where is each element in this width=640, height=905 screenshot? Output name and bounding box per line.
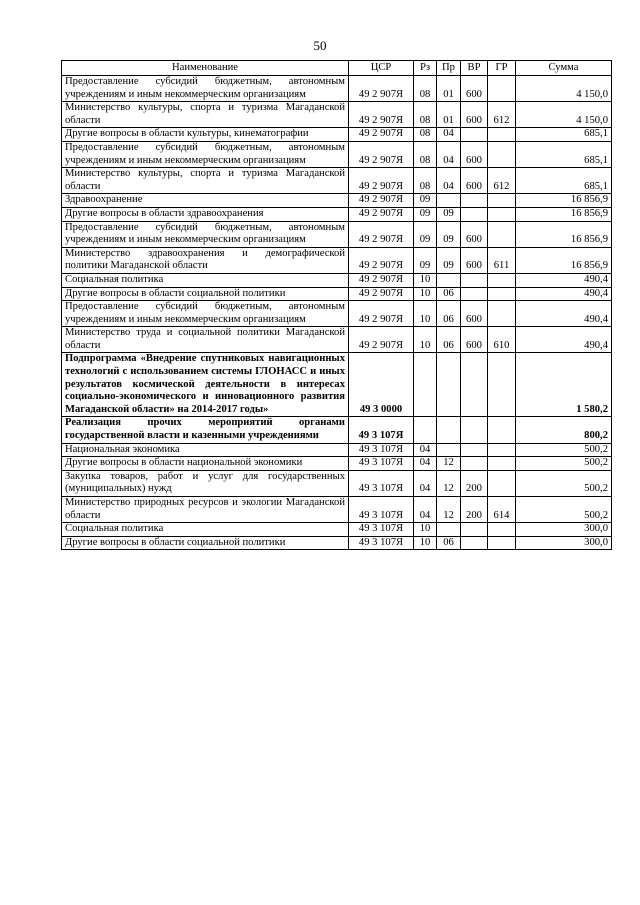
cell-sum: 500,2 bbox=[516, 457, 612, 471]
cell-pr: 12 bbox=[437, 457, 461, 471]
cell-csr: 49 2 907Я bbox=[349, 247, 414, 273]
cell-name: Предоставление субсидий бюджетным, автономным учреждениям и иным некоммерческим организациям bbox=[62, 221, 349, 247]
cell-sum: 4 150,0 bbox=[516, 102, 612, 128]
header-csr: ЦСР bbox=[349, 61, 414, 76]
cell-vr bbox=[461, 536, 488, 550]
cell-gr bbox=[488, 457, 516, 471]
table-row bbox=[62, 523, 612, 537]
cell-gr bbox=[488, 417, 516, 443]
cell-vr: 600 bbox=[461, 76, 488, 102]
cell-vr: 200 bbox=[461, 470, 488, 496]
cell-rz: 04 bbox=[414, 457, 437, 471]
table-row bbox=[62, 457, 612, 471]
cell-gr: 612 bbox=[488, 168, 516, 194]
table-row bbox=[62, 247, 612, 273]
cell-rz: 09 bbox=[414, 247, 437, 273]
cell-sum: 4 150,0 bbox=[516, 76, 612, 102]
cell-rz: 04 bbox=[414, 497, 437, 523]
header-gr: ГР bbox=[488, 61, 516, 76]
cell-pr bbox=[437, 194, 461, 208]
cell-name: Социальная политика bbox=[62, 273, 349, 287]
header-rz: Рз bbox=[414, 61, 437, 76]
cell-csr: 49 2 907Я bbox=[349, 128, 414, 142]
cell-vr bbox=[461, 457, 488, 471]
cell-name: Другие вопросы в области социальной политики bbox=[62, 287, 349, 301]
cell-gr bbox=[488, 443, 516, 457]
table-row bbox=[62, 536, 612, 550]
cell-pr bbox=[437, 417, 461, 443]
cell-gr: 614 bbox=[488, 497, 516, 523]
cell-vr bbox=[461, 207, 488, 221]
table-row bbox=[62, 353, 612, 417]
cell-csr: 49 2 907Я bbox=[349, 76, 414, 102]
cell-pr: 04 bbox=[437, 168, 461, 194]
cell-name: Другие вопросы в области здравоохранения bbox=[62, 207, 349, 221]
cell-name: Министерство культуры, спорта и туризма Магаданской области bbox=[62, 102, 349, 128]
cell-pr: 06 bbox=[437, 287, 461, 301]
cell-vr: 600 bbox=[461, 102, 488, 128]
cell-name: Другие вопросы в области культуры, кинематографии bbox=[62, 128, 349, 142]
cell-name: Здравоохранение bbox=[62, 194, 349, 208]
cell-csr: 49 2 907Я bbox=[349, 168, 414, 194]
cell-sum: 685,1 bbox=[516, 168, 612, 194]
cell-vr bbox=[461, 353, 488, 417]
table-row bbox=[62, 327, 612, 353]
cell-csr: 49 3 0000 bbox=[349, 353, 414, 417]
cell-vr bbox=[461, 523, 488, 537]
cell-vr: 600 bbox=[461, 247, 488, 273]
cell-sum: 16 856,9 bbox=[516, 207, 612, 221]
cell-gr: 610 bbox=[488, 327, 516, 353]
cell-gr bbox=[488, 221, 516, 247]
cell-pr: 06 bbox=[437, 327, 461, 353]
cell-rz bbox=[414, 417, 437, 443]
cell-csr: 49 2 907Я bbox=[349, 301, 414, 327]
cell-sum: 685,1 bbox=[516, 141, 612, 167]
cell-rz: 10 bbox=[414, 287, 437, 301]
cell-vr bbox=[461, 128, 488, 142]
cell-rz: 10 bbox=[414, 327, 437, 353]
cell-gr bbox=[488, 470, 516, 496]
cell-pr bbox=[437, 443, 461, 457]
cell-sum: 16 856,9 bbox=[516, 221, 612, 247]
cell-gr bbox=[488, 353, 516, 417]
cell-csr: 49 3 107Я bbox=[349, 536, 414, 550]
cell-sum: 16 856,9 bbox=[516, 194, 612, 208]
cell-sum: 490,4 bbox=[516, 287, 612, 301]
cell-sum: 500,2 bbox=[516, 497, 612, 523]
cell-pr: 01 bbox=[437, 102, 461, 128]
cell-sum: 16 856,9 bbox=[516, 247, 612, 273]
cell-gr: 611 bbox=[488, 247, 516, 273]
cell-sum: 500,2 bbox=[516, 470, 612, 496]
cell-csr: 49 3 107Я bbox=[349, 457, 414, 471]
cell-gr bbox=[488, 141, 516, 167]
cell-rz: 04 bbox=[414, 443, 437, 457]
cell-vr bbox=[461, 273, 488, 287]
cell-sum: 490,4 bbox=[516, 273, 612, 287]
cell-vr: 600 bbox=[461, 301, 488, 327]
cell-sum: 685,1 bbox=[516, 128, 612, 142]
cell-gr bbox=[488, 273, 516, 287]
cell-name: Национальная экономика bbox=[62, 443, 349, 457]
cell-rz: 09 bbox=[414, 221, 437, 247]
cell-csr: 49 3 107Я bbox=[349, 417, 414, 443]
cell-csr: 49 2 907Я bbox=[349, 102, 414, 128]
cell-pr: 09 bbox=[437, 207, 461, 221]
cell-csr: 49 3 107Я bbox=[349, 497, 414, 523]
cell-rz: 10 bbox=[414, 301, 437, 327]
cell-name: Закупка товаров, работ и услуг для государственных (муниципальных) нужд bbox=[62, 470, 349, 496]
cell-rz: 09 bbox=[414, 194, 437, 208]
table-row bbox=[62, 168, 612, 194]
cell-csr: 49 3 107Я bbox=[349, 523, 414, 537]
header-pr: Пр bbox=[437, 61, 461, 76]
cell-name: Предоставление субсидий бюджетным, автономным учреждениям и иным некоммерческим организациям bbox=[62, 301, 349, 327]
cell-pr: 12 bbox=[437, 470, 461, 496]
table-row bbox=[62, 470, 612, 496]
budget-table bbox=[61, 60, 612, 550]
cell-gr bbox=[488, 536, 516, 550]
cell-pr: 06 bbox=[437, 536, 461, 550]
cell-vr bbox=[461, 287, 488, 301]
cell-gr bbox=[488, 76, 516, 102]
table-row bbox=[62, 287, 612, 301]
cell-rz: 08 bbox=[414, 128, 437, 142]
cell-sum: 490,4 bbox=[516, 327, 612, 353]
cell-rz: 08 bbox=[414, 102, 437, 128]
cell-pr: 04 bbox=[437, 128, 461, 142]
cell-name: Предоставление субсидий бюджетным, автономным учреждениям и иным некоммерческим организациям bbox=[62, 76, 349, 102]
cell-vr bbox=[461, 417, 488, 443]
table-row bbox=[62, 141, 612, 167]
cell-rz bbox=[414, 353, 437, 417]
cell-name: Другие вопросы в области национальной экономики bbox=[62, 457, 349, 471]
table-row bbox=[62, 76, 612, 102]
cell-name: Министерство здравоохранения и демографической политики Магаданской области bbox=[62, 247, 349, 273]
cell-name: Предоставление субсидий бюджетным, автономным учреждениям и иным некоммерческим организациям bbox=[62, 141, 349, 167]
table-row bbox=[62, 128, 612, 142]
cell-csr: 49 3 107Я bbox=[349, 470, 414, 496]
cell-rz: 08 bbox=[414, 168, 437, 194]
cell-vr: 200 bbox=[461, 497, 488, 523]
cell-gr bbox=[488, 287, 516, 301]
cell-pr bbox=[437, 273, 461, 287]
table-row bbox=[62, 221, 612, 247]
cell-pr: 04 bbox=[437, 141, 461, 167]
cell-csr: 49 2 907Я bbox=[349, 221, 414, 247]
cell-vr bbox=[461, 194, 488, 208]
cell-rz: 08 bbox=[414, 76, 437, 102]
table-row bbox=[62, 301, 612, 327]
table-body bbox=[62, 76, 612, 550]
cell-name: Министерство культуры, спорта и туризма Магаданской области bbox=[62, 168, 349, 194]
cell-rz: 09 bbox=[414, 207, 437, 221]
page-number: 50 bbox=[313, 38, 327, 53]
cell-gr bbox=[488, 301, 516, 327]
cell-name: Министерство труда и социальной политики Магаданской области bbox=[62, 327, 349, 353]
cell-csr: 49 3 107Я bbox=[349, 443, 414, 457]
cell-pr: 12 bbox=[437, 497, 461, 523]
cell-sum: 490,4 bbox=[516, 301, 612, 327]
cell-name: Социальная политика bbox=[62, 523, 349, 537]
cell-pr: 01 bbox=[437, 76, 461, 102]
cell-rz: 10 bbox=[414, 523, 437, 537]
cell-csr: 49 2 907Я bbox=[349, 141, 414, 167]
cell-rz: 08 bbox=[414, 141, 437, 167]
table-row bbox=[62, 417, 612, 443]
cell-rz: 10 bbox=[414, 536, 437, 550]
cell-pr: 06 bbox=[437, 301, 461, 327]
cell-vr: 600 bbox=[461, 141, 488, 167]
cell-name: Реализация прочих мероприятий органами государственной власти и казенными учреждениями bbox=[62, 417, 349, 443]
cell-csr: 49 2 907Я bbox=[349, 327, 414, 353]
cell-gr bbox=[488, 128, 516, 142]
table-row bbox=[62, 273, 612, 287]
cell-pr: 09 bbox=[437, 221, 461, 247]
cell-sum: 300,0 bbox=[516, 536, 612, 550]
header-name: Наименование bbox=[62, 61, 349, 76]
cell-csr: 49 2 907Я bbox=[349, 194, 414, 208]
cell-rz: 10 bbox=[414, 273, 437, 287]
cell-sum: 500,2 bbox=[516, 443, 612, 457]
cell-gr bbox=[488, 523, 516, 537]
cell-pr bbox=[437, 523, 461, 537]
cell-csr: 49 2 907Я bbox=[349, 273, 414, 287]
cell-rz: 04 bbox=[414, 470, 437, 496]
cell-sum: 1 580,2 bbox=[516, 353, 612, 417]
cell-csr: 49 2 907Я bbox=[349, 207, 414, 221]
cell-gr bbox=[488, 194, 516, 208]
cell-gr: 612 bbox=[488, 102, 516, 128]
cell-name: Другие вопросы в области социальной политики bbox=[62, 536, 349, 550]
cell-csr: 49 2 907Я bbox=[349, 287, 414, 301]
cell-vr: 600 bbox=[461, 327, 488, 353]
cell-gr bbox=[488, 207, 516, 221]
header-sum: Сумма bbox=[516, 61, 612, 76]
header-vr: ВР bbox=[461, 61, 488, 76]
cell-name: Подпрограмма «Внедрение спутниковых навигационных технологий с использованием системы ГЛОНАСС и иных результатов космической деятельности в интересах социально-экономического и инновационного развития Магаданской области» на 2014-2017 годы» bbox=[62, 353, 349, 417]
table-row bbox=[62, 194, 612, 208]
cell-name: Министерство природных ресурсов и экологии Магаданской области bbox=[62, 497, 349, 523]
table-row bbox=[62, 443, 612, 457]
cell-vr: 600 bbox=[461, 168, 488, 194]
table-header-row bbox=[62, 61, 612, 76]
cell-vr bbox=[461, 443, 488, 457]
cell-sum: 800,2 bbox=[516, 417, 612, 443]
table-row bbox=[62, 102, 612, 128]
cell-sum: 300,0 bbox=[516, 523, 612, 537]
cell-vr: 600 bbox=[461, 221, 488, 247]
table-row bbox=[62, 497, 612, 523]
table-row bbox=[62, 207, 612, 221]
cell-pr bbox=[437, 353, 461, 417]
cell-pr: 09 bbox=[437, 247, 461, 273]
